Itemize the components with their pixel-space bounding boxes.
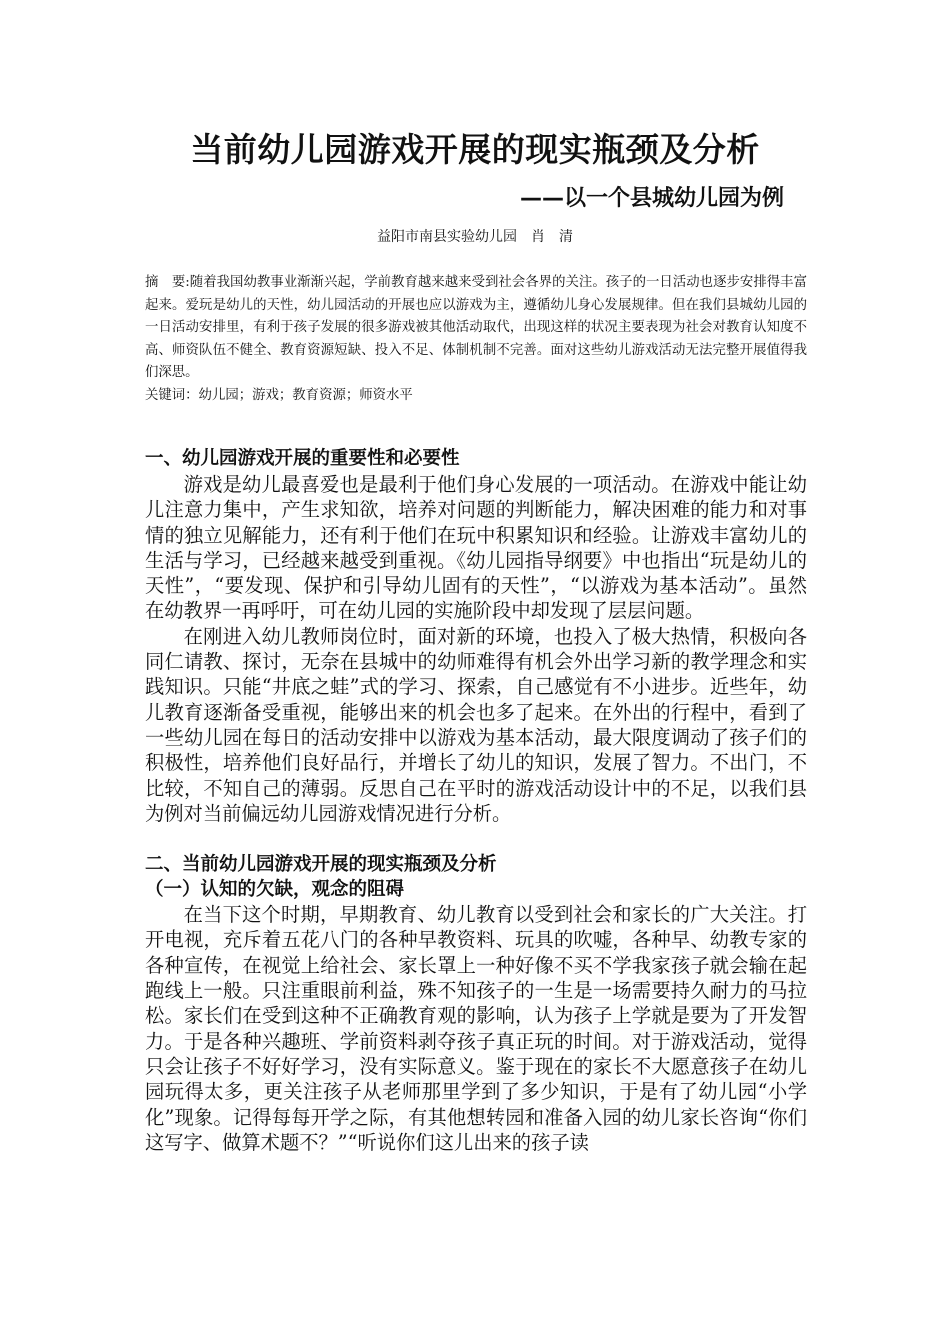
- keywords-line: 关键词：幼儿园；游戏；教育资源；师资水平: [145, 387, 413, 403]
- author-line: 益阳市南县实验幼儿园 肖 清: [377, 229, 573, 245]
- abstract-text: 摘 要:随着我国幼教事业渐渐兴起，学前教育越来越来受到社会各界的关注。孩子的一日活动也逐步安排得丰富起来。爱玩是幼儿的天性，幼儿园活动的开展也应以游戏为主，遵循幼儿身心发展规律。但在我们县城幼儿园的一日活动安排里，有利于孩子发展的很多游戏被其他活动取代，出现这样的状况主要表现为社会对教育认知度不高、师资队伍不健全、教育资源短缺、投入不足、体制机制不完善。面对这些幼儿游戏活动无法完整开展值得我们深思。: [145, 275, 807, 380]
- section-1-heading: 一、幼儿园游戏开展的重要性和必要性: [145, 448, 460, 469]
- section-2-heading: 二、当前幼儿园游戏开展的现实瓶颈及分析: [145, 854, 497, 876]
- section-2-paragraph-1: 在当下这个时期，早期教育、幼儿教育以受到社会和家长的广大关注。打开电视，充斥着五花八门的各种早教资料、玩具的吹嘘，各种早、幼教专家的各种宣传，在视觉上给社会、家长罩上一种好像不买不学我家孩子就会输在起跑线上一般。只注重眼前利益，殊不知孩子的一生是一场需要持久耐力的马拉松。家长们在受到这种不正确教育观的影响，认为孩子上学就是要为了开发智力。于是各种兴趣班、学前资料剥夺孩子真正玩的时间。对于游戏活动，觉得只会让孩子不好好学习，没有实际意义。鉴于现在的家长不大愿意孩子在幼儿园玩得太多，更关注孩子从老师那里学到了多少知识，于是有了幼儿园“小学化”现象。记得每每开学之际，有其他想转园和准备入园的幼儿家长咨询“你们这写字、做算术题不？”“听说你们这儿出来的孩子读: [145, 903, 807, 1154]
- section-1-paragraph-2: 在刚进入幼儿教师岗位时，面对新的环境，也投入了极大热情，积极向各同仁请教、探讨，无奈在县城中的幼师难得有机会外出学习新的教学理念和实践知识。只能“井底之蛙”式的学习、探索，自己感觉有不小进步。近些年，幼儿教育逐渐备受重视，能够出来的机会也多了起来。在外出的行程中，看到了一些幼儿园在每日的活动安排中以游戏为基本活动，最大限度调动了孩子们的积极性，培养他们良好品行，并增长了幼儿的知识，发展了智力。不出门，不比较，不知自己的薄弱。反思自己在平时的游戏活动设计中的不足，以我们县为例对当前偏远幼儿园游戏情况进行分析。: [145, 624, 807, 825]
- document-title: 当前幼儿园游戏开展的现实瓶颈及分析: [190, 130, 760, 169]
- abstract-block: [145, 272, 807, 407]
- body-text: [145, 446, 807, 1155]
- document-subtitle: ——以一个县城幼儿园为例: [519, 186, 784, 211]
- section-2-subheading: （一）认知的欠缺，观念的阻碍: [145, 879, 405, 901]
- section-1-paragraph-1: 游戏是幼儿最喜爱也是最利于他们身心发展的一项活动。在游戏中能让幼儿注意力集中，产生求知欲，培养对问题的判断能力，解决困难的能力和对事情的独立见解能力，还有利于他们在玩中积累知识和经验。让游戏丰富幼儿的生活与学习，已经越来越受到重视。《幼儿园指导纲要》中也指出“玩是幼儿的天性”，“要发现、保护和引导幼儿固有的天性”，“以游戏为基本活动”。虽然在幼教界一再呼吁，可在幼儿园的实施阶段中却发现了层层问题。: [145, 473, 807, 623]
- section-gap: [145, 826, 807, 852]
